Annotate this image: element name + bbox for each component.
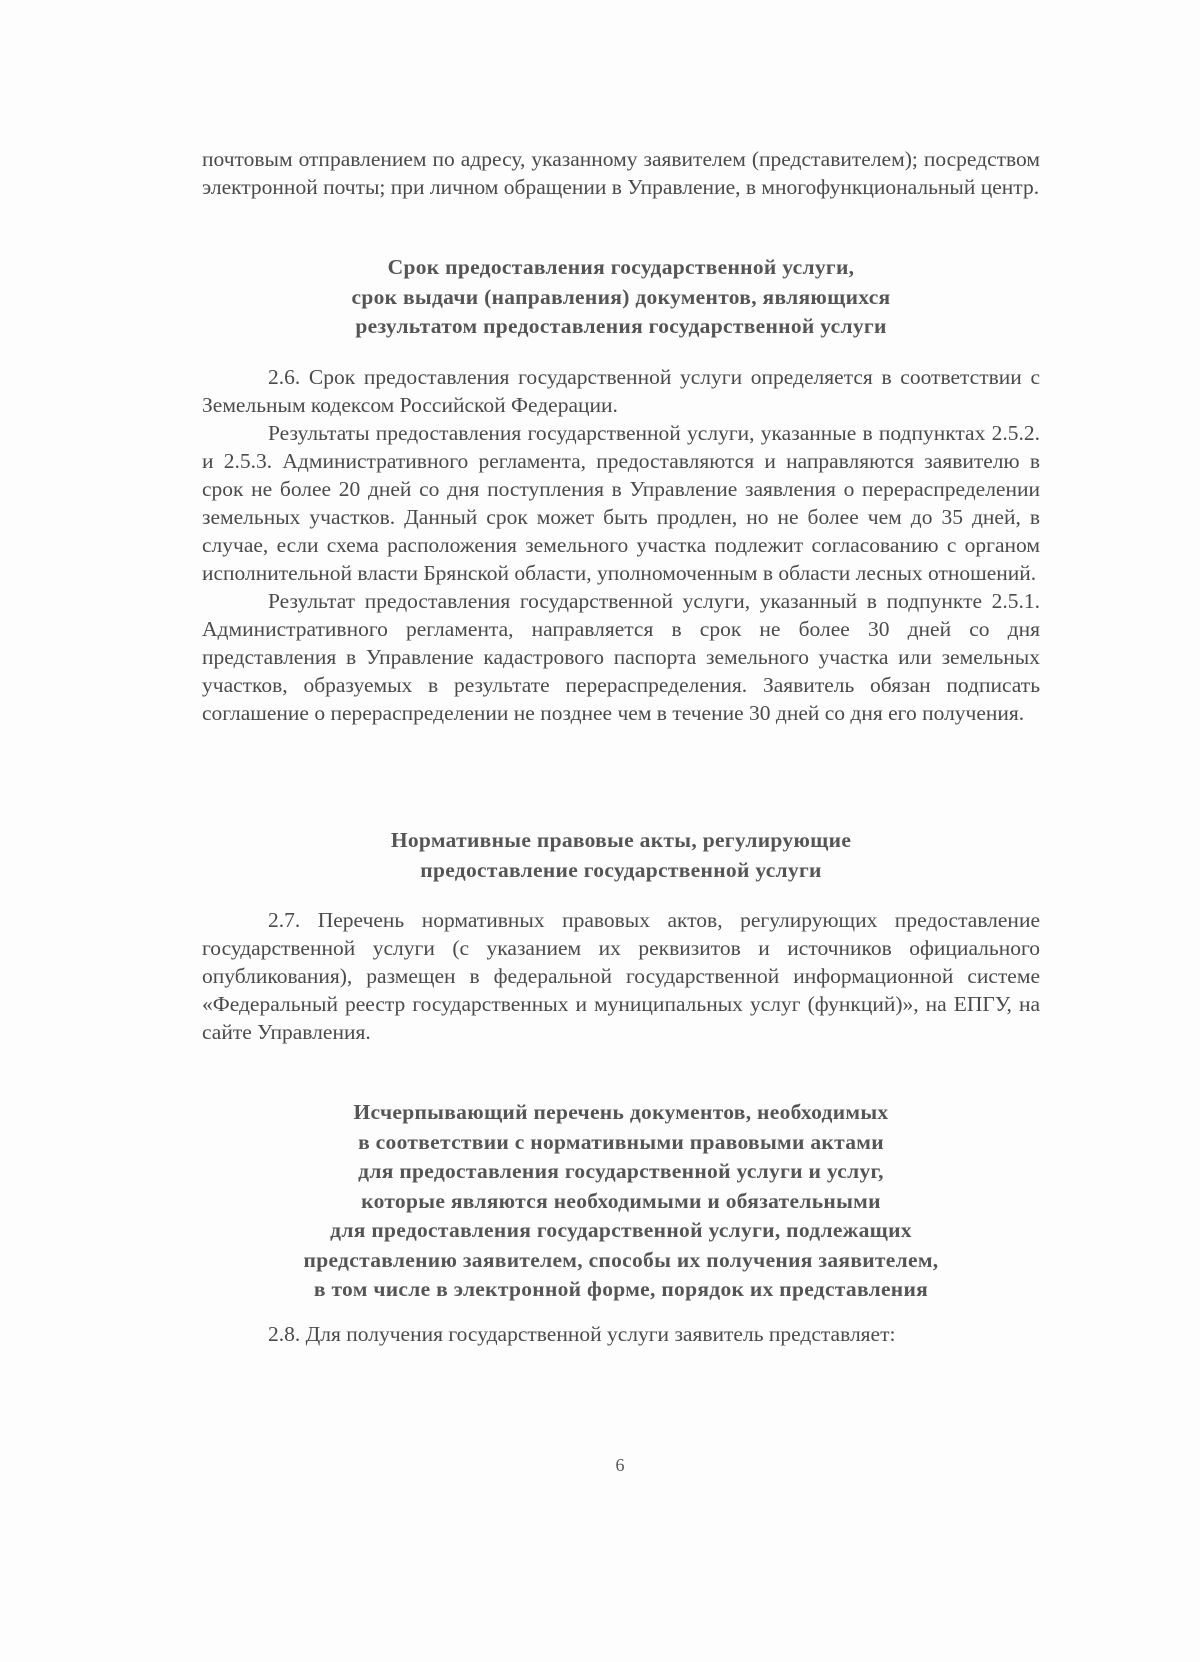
paragraph-results-2-5-2: Результаты предоставления государственной услуги, указанные в подпунктах 2.5.2. и 2.5.3. Административного регламента, предоставляются и направляются заявителю в срок не более 20 дней со дня поступления в Управление заявления о перераспределении земельных участков. Данный срок может быть продлен, но не более чем до 35 дней, в случае, если схема расположения земельного участка подлежит согласованию с органом исполнительной власти Брянской области, уполномоченным в области лесных отношений. [202,421,1040,585]
heading-line: в соответствии с нормативными правовыми актами [358,1129,884,1154]
heading-line: представлению заявителем, способы их получения заявителем, [303,1247,939,1272]
heading-line: для предоставления государственной услуги, подлежащих [330,1218,912,1242]
paragraph-result-2-5-1: Результат предоставления государственной услуги, указанный в подпункте 2.5.1. Административного регламента, направляется в срок не более 30 дней со дня представления в Управление кадастрового паспорта земельного участка или земельных участков, образуемых в результате перераспределения. Заявитель обязан подписать соглашение о перераспределении не позднее чем в течение 30 дней со дня его получения. [202,589,1040,725]
section-3-body [202,1320,1040,1348]
paragraph-2-7: 2.7. Перечень нормативных правовых актов, регулирующих предоставление государственной услуги (с указанием их реквизитов и источников официального опубликования), размещен в федеральной государственной информационной системе «Федеральный реестр государственных и муниципальных услуг (функций)», на ЕПГУ, на сайте Управления. [202,908,1040,1044]
heading-line: Срок предоставления государственной услуги, [387,255,855,279]
heading-line: Исчерпывающий перечень документов, необходимых [353,1100,889,1124]
page-number: 6 [615,1455,625,1475]
heading-line: Нормативные правовые акты, регулирующие [390,828,852,852]
heading-line: срок выдачи (направления) документов, являющихся [351,284,891,309]
heading-line: которые являются необходимыми и обязательными [361,1188,881,1213]
intro-paragraph: почтовым отправлением по адресу, указанному заявителем (представителем); посредством электронной почты; при личном обращении в Управление, в многофункциональный центр. [202,147,1040,199]
intro-block [202,145,1040,201]
section-heading-legal-acts [202,826,1040,885]
heading-line: для предоставления государственной услуги и услуг, [358,1159,884,1183]
heading-line: предоставление государственной услуги [420,857,822,882]
section-heading-documents-list [202,1098,1040,1305]
section-heading-term [202,253,1040,342]
heading-line: результатом предоставления государственной услуги [355,314,887,338]
section-1-body [202,363,1040,727]
paragraph-2-8: 2.8. Для получения государственной услуги заявитель представляет: [268,1322,896,1346]
paragraph-2-6: 2.6. Срок предоставления государственной услуги определяется в соответствии с Земельным кодексом Российской Федерации. [202,365,1040,417]
section-2-body [202,906,1040,1046]
heading-line: в том числе в электронной форме, порядок их представления [313,1277,929,1301]
